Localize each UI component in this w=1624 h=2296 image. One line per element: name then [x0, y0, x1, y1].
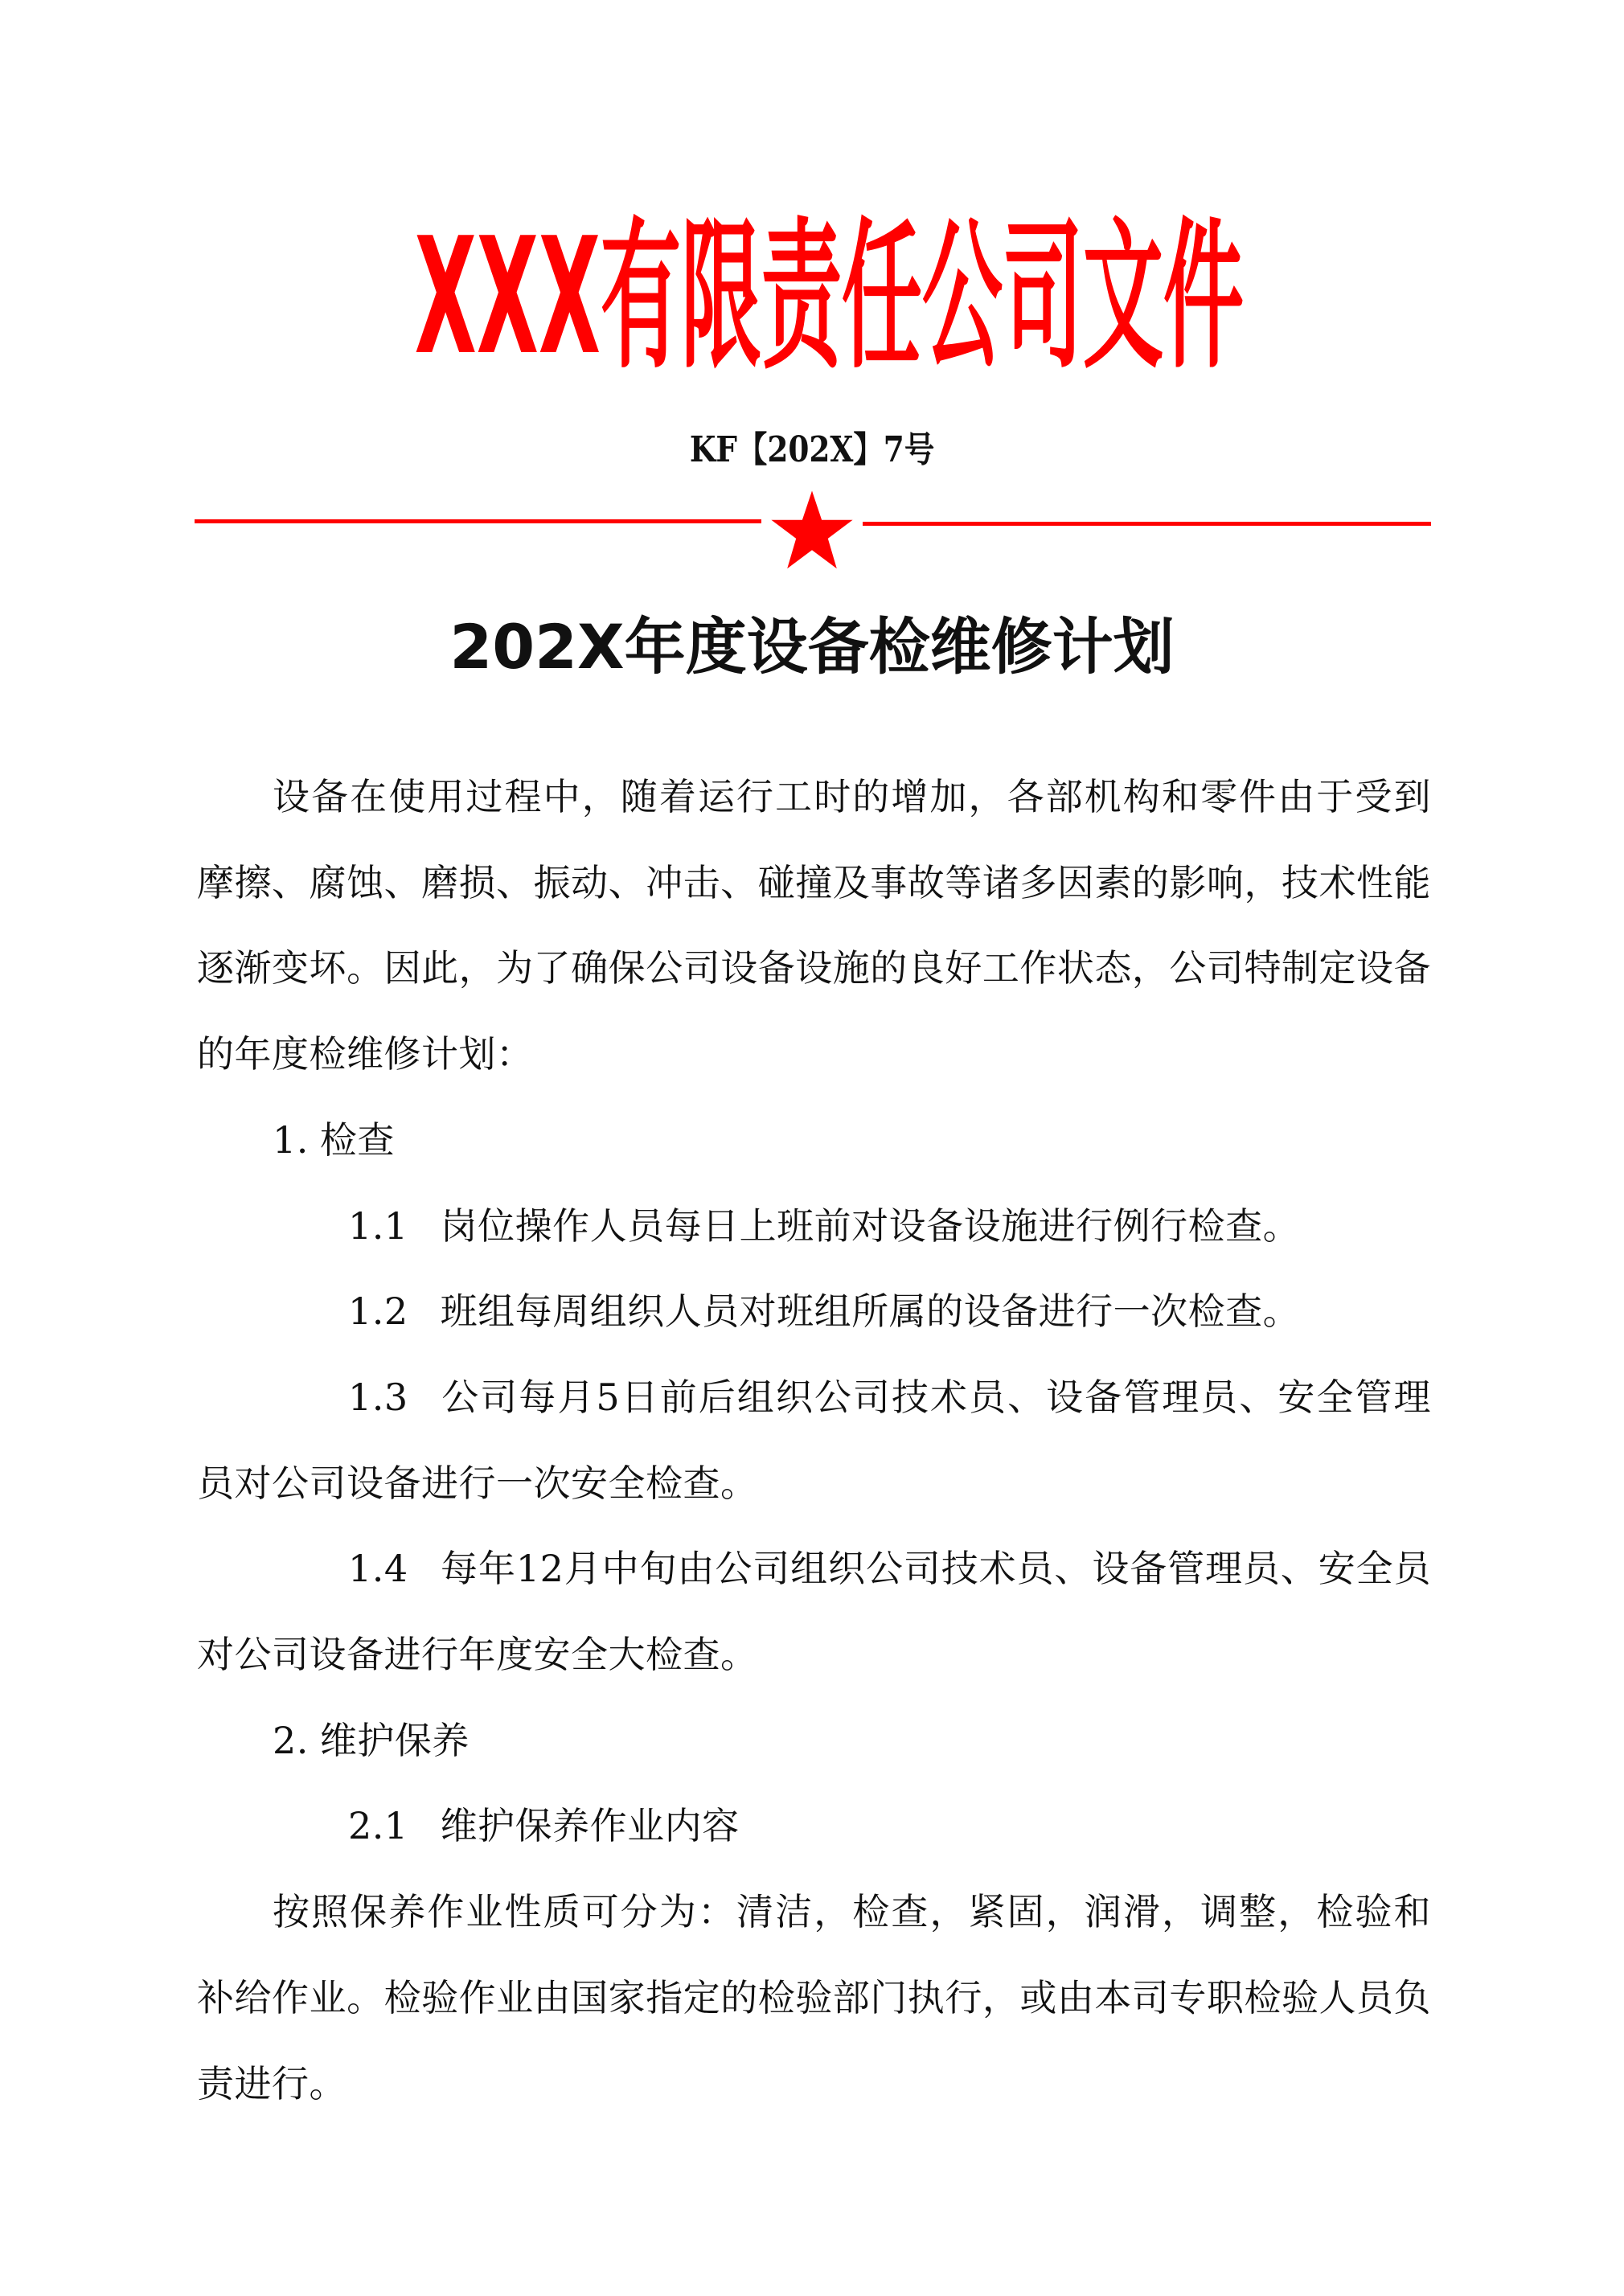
item-number: 1.2	[348, 1289, 408, 1334]
section-1-heading	[197, 1097, 1431, 1183]
item-text: 公司每月5日前后组织公司技术员、设备管理员、安全管理员对公司设备进行一次安全检查。	[197, 1375, 1431, 1505]
item-text: 班组每周组织人员对班组所属的设备进行一次检查。	[440, 1289, 1301, 1334]
document-body	[197, 754, 1431, 2126]
item-text: 每年12月中旬由公司组织公司技术员、设备管理员、安全员对公司设备进行年度安全大检查。	[197, 1547, 1431, 1677]
maintenance-paragraph: 按照保养作业性质可分为：清洁，检查，紧固，润滑，调整，检验和补给作业。检验作业由国家指定的检验部门执行，或由本司专职检验人员负责进行。	[197, 1890, 1431, 2105]
item-text: 岗位操作人员每日上班前对设备设施进行例行检查。	[440, 1203, 1301, 1248]
item-1-4	[197, 1526, 1431, 1697]
red-divider-right	[863, 522, 1431, 526]
item-number: 2.1	[348, 1804, 408, 1848]
item-1-2	[197, 1269, 1431, 1355]
item-1-3	[197, 1355, 1431, 1526]
section-number: 1.	[273, 1117, 309, 1162]
section-number: 2.	[273, 1718, 309, 1762]
red-star-icon	[768, 486, 856, 575]
item-number: 1.1	[348, 1203, 408, 1248]
document-heading: 202X年度设备检维修计划	[449, 611, 1175, 683]
section-title: 维护保养	[319, 1718, 470, 1762]
company-document-title: XXX有限责任公司文件	[414, 203, 1244, 391]
item-1-1	[197, 1183, 1431, 1269]
intro-paragraph: 设备在使用过程中，随着运行工时的增加，各部机构和零件由于受到摩擦、腐蚀、磨损、振动、冲击、碰撞及事故等诸多因素的影响，技术性能逐渐变坏。因此，为了确保公司设备设施的良好工作状态，公司特制定设备的年度检维修计划：	[197, 775, 1431, 1076]
section-title: 检查	[319, 1117, 395, 1162]
document-number: KF【202X】7号	[689, 429, 935, 470]
item-text: 维护保养作业内容	[440, 1804, 740, 1848]
item-number: 1.3	[348, 1375, 408, 1419]
item-2-1	[197, 1783, 1431, 1869]
red-divider-left	[195, 519, 761, 523]
item-number: 1.4	[348, 1547, 408, 1591]
section-2-heading	[197, 1698, 1431, 1784]
